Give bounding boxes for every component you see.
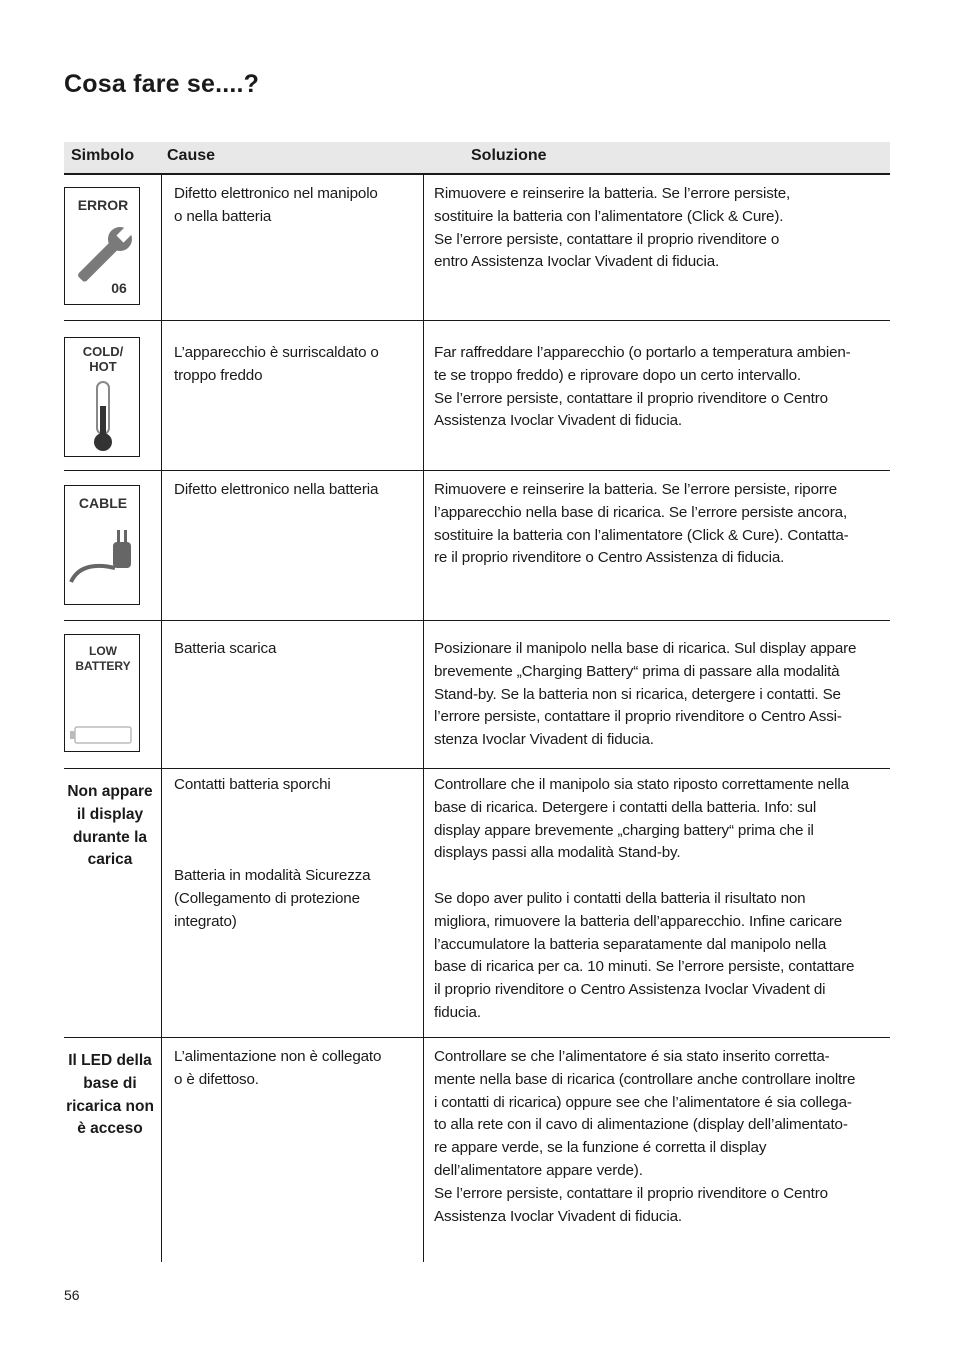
solution-text: Rimuovere e reinserire la batteria. Se l’errore persiste, sostituire la batteria con l’alimentatore (Click & Cure). Se l’errore persiste, contattare il proprio rivenditore o entro Assistenza Ivoclar Vivadent di fiducia. (434, 185, 791, 271)
cause-text: Contatti batteria sporchi (174, 776, 331, 793)
svg-text:COLD/: COLD/ (82, 344, 124, 359)
svg-text:ERROR: ERROR (77, 197, 129, 213)
thermometer-icon (64, 337, 140, 457)
table-row (64, 769, 890, 1038)
header-cause: Cause (167, 147, 216, 164)
table-header (64, 142, 890, 175)
low-battery-icon (64, 634, 140, 752)
solution-text: Far raffreddare l’apparecchio (o portarlo a temperatura ambien- te se troppo freddo) e riprovare dopo un certo intervallo. Se l’errore persiste, contattare il proprio rivenditore o Centro Assistenza Ivoclar Vivadent di fiducia. (434, 344, 851, 430)
solution-text: Rimuovere e reinserire la batteria. Se l’errore persiste, riporre l’apparecchio nella base di ricarica. Se l’errore persiste ancora, sostituire la batteria con l’alimentatore (Click & Cure). Contatta- re il proprio rivenditore o Centro Assistenza di fiducia. (434, 481, 849, 567)
solution-text: Controllare se che l’alimentatore é sia stato inserito corretta- mente nella base di ricarica (controllare anche controllare inoltre i contatti di ricarica) oppure see che l’alimentatore é sia collega- to alla rete con il cavo di alimentazione (display dell’alimentato- re appare verde, se la funzione é corretta il display dell’alimentatore appare verde). Se l’errore persiste, contattare il proprio rivenditore o Centro Assistenza Ivoclar Vivadent di fiducia. (434, 1048, 856, 1225)
svg-text:BATTERY: BATTERY (75, 659, 131, 673)
solution-text: Controllare che il manipolo sia stato riposto correttamente nella base di ricarica. Detergere i contatti della batteria. Info: sul display appare brevemente „charging battery“ prima che il displays passi alla modalità Stand-by. Se dopo aver pulito i contatti della batteria il risultato non migliora, rimuovere la batteria dell’apparecchio. Infine caricare l’accumulatore la batteria separatamente dal manipolo nella base di ricarica per ca. 10 minuti. Se l’errore persiste, contattare il proprio rivenditore o Centro Assistenza Ivoclar Vivadent di fiducia. (434, 776, 855, 1021)
svg-text:CABLE: CABLE (78, 495, 128, 511)
symbol-text: Il LED della base di ricarica non è acceso (66, 1052, 154, 1138)
cause-text: Batteria scarica (174, 640, 277, 657)
svg-text:06: 06 (111, 280, 127, 296)
table-row (64, 175, 890, 321)
table-row (64, 471, 890, 621)
header-symbol: Simbolo (71, 147, 135, 164)
cause-text: L’alimentazione non è collegato o è difettoso. (174, 1048, 382, 1088)
table-row (64, 1038, 890, 1262)
svg-text:HOT: HOT (89, 359, 117, 374)
cause-text: Difetto elettronico nel manipolo o nella batteria (174, 185, 378, 225)
table-row (64, 321, 890, 471)
solution-text: Posizionare il manipolo nella base di ricarica. Sul display appare brevemente „Charging Battery“ prima di passare alla modalità Stand-by. Se la batteria non si ricarica, detergere i contatti. Se l’errore persiste, contattare il proprio rivenditore o Centro Assi- stenza Ivoclar Vivadent di fiducia. (434, 640, 857, 749)
cause-text: Difetto elettronico nella batteria (174, 481, 379, 498)
error-wrench-icon (64, 187, 140, 305)
table-row (64, 621, 890, 769)
cause-text: L’apparecchio è surriscaldato o troppo freddo (174, 344, 379, 384)
cable-plug-icon (64, 485, 140, 605)
header-solution: Soluzione (471, 147, 547, 164)
symbol-text: Non appare il display durante la carica (67, 783, 153, 869)
page-number: 56 (64, 1287, 80, 1303)
page-title: Cosa fare se....? (64, 70, 260, 98)
cause-text: Batteria in modalità Sicurezza (Collegamento di protezione integrato) (174, 867, 371, 930)
svg-text:LOW: LOW (89, 644, 117, 658)
